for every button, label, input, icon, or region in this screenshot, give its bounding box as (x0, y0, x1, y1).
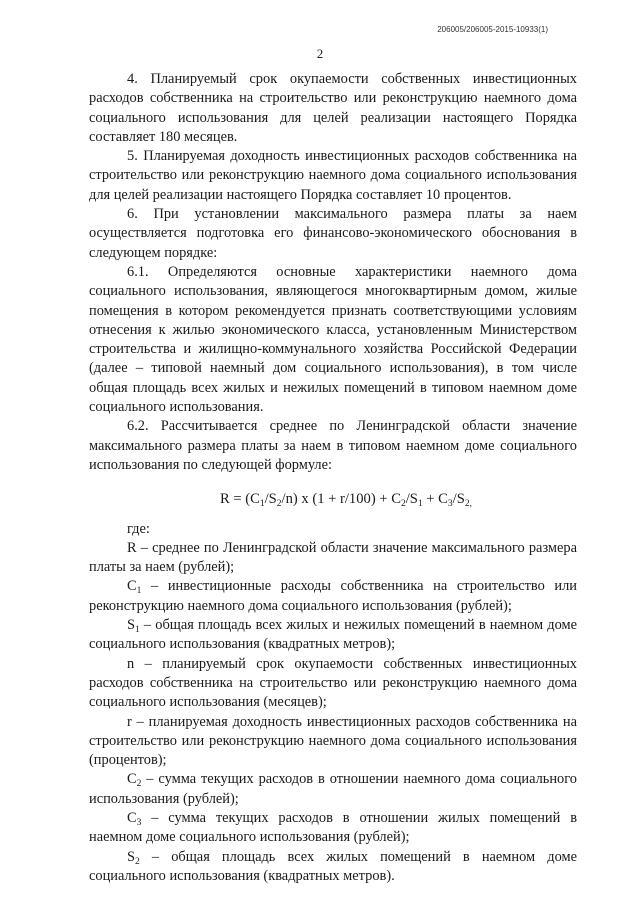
definition-s2: $S_2$ – общая площадь всех жилых помещений в наемном доме социального использования (квадратных метров). (89, 848, 577, 884)
where-label: где: (127, 520, 150, 537)
definition-c3: $C_3$ – сумма текущих расходов в отношении жилых помещений в наемном доме социального использования (рублей); (89, 809, 577, 846)
definition-r: R – среднее по Ленинградской области значение максимального размера платы за наем (рублей); (89, 539, 577, 576)
paragraph-4: 4. Планируемый срок окупаемости собственных инвестиционных расходов собственника на строительство или реконструкцию наемного дома социального использования для целей реализации настоящего Порядка составляет 180 месяцев. (89, 71, 577, 145)
definition-r-yield: r – планируемая доходность инвестиционных расходов собственника на строительство или реконструкцию наемного дома социального использования (процентов); (89, 713, 577, 769)
formula: $R = (C_1/S_2/n)$ x $(1 + r/100) + C_2/S_1 + C_3/S_{2,}$ (220, 491, 472, 510)
paragraph-6-1: 6.1. Определяются основные характеристики наемного дома социального использования, являющегося многоквартирным домом, жилые помещения в котором рекомендуется признать соответствующими условиям отнесения к жилью экономического класса, установленным Министерством строительства и жилищно-коммунального хозяйства Российской Федерации (далее – типовой наемный дом социального использования), в том числе общая площадь всех жилых и нежилых помещений в типовом наемном доме социального использования. (89, 263, 577, 416)
document-body (89, 70, 577, 886)
definition-c1: $C_1$ – инвестиционные расходы собственника на строительство или реконструкцию наемного дома социального использования (рублей); (89, 578, 577, 614)
paragraph-6: 6. При установлении максимального размера платы за наем осуществляется подготовка его финансово-экономического обоснования в следующем порядке: (89, 206, 577, 261)
definition-s1: $S_1$ – общая площадь всех жилых и нежилых помещений в наемном доме социального использования (квадратных метров); (89, 617, 577, 653)
definition-n: n – планируемый срок окупаемости собственных инвестиционных расходов собственника на строительство или реконструкцию наемного дома социального использования (месяцев); (89, 655, 577, 711)
paragraph-5: 5. Планируемая доходность инвестиционных расходов собственника на строительство или реконструкцию наемного дома социального использования для целей реализации настоящего Порядка составляет 10 процентов. (89, 148, 577, 203)
document-id: 206005/206005-2015-10933(1) (437, 25, 548, 34)
paragraph-6-2: 6.2. Рассчитывается среднее по Ленинградской области значение максимального размера платы за наем в типовом наемном доме социального использования по следующей формуле: (89, 418, 577, 473)
definition-c2: $C_2$ – сумма текущих расходов в отношении наемного дома социального использования (рублей); (89, 771, 577, 807)
page-number: 2 (316, 46, 324, 61)
